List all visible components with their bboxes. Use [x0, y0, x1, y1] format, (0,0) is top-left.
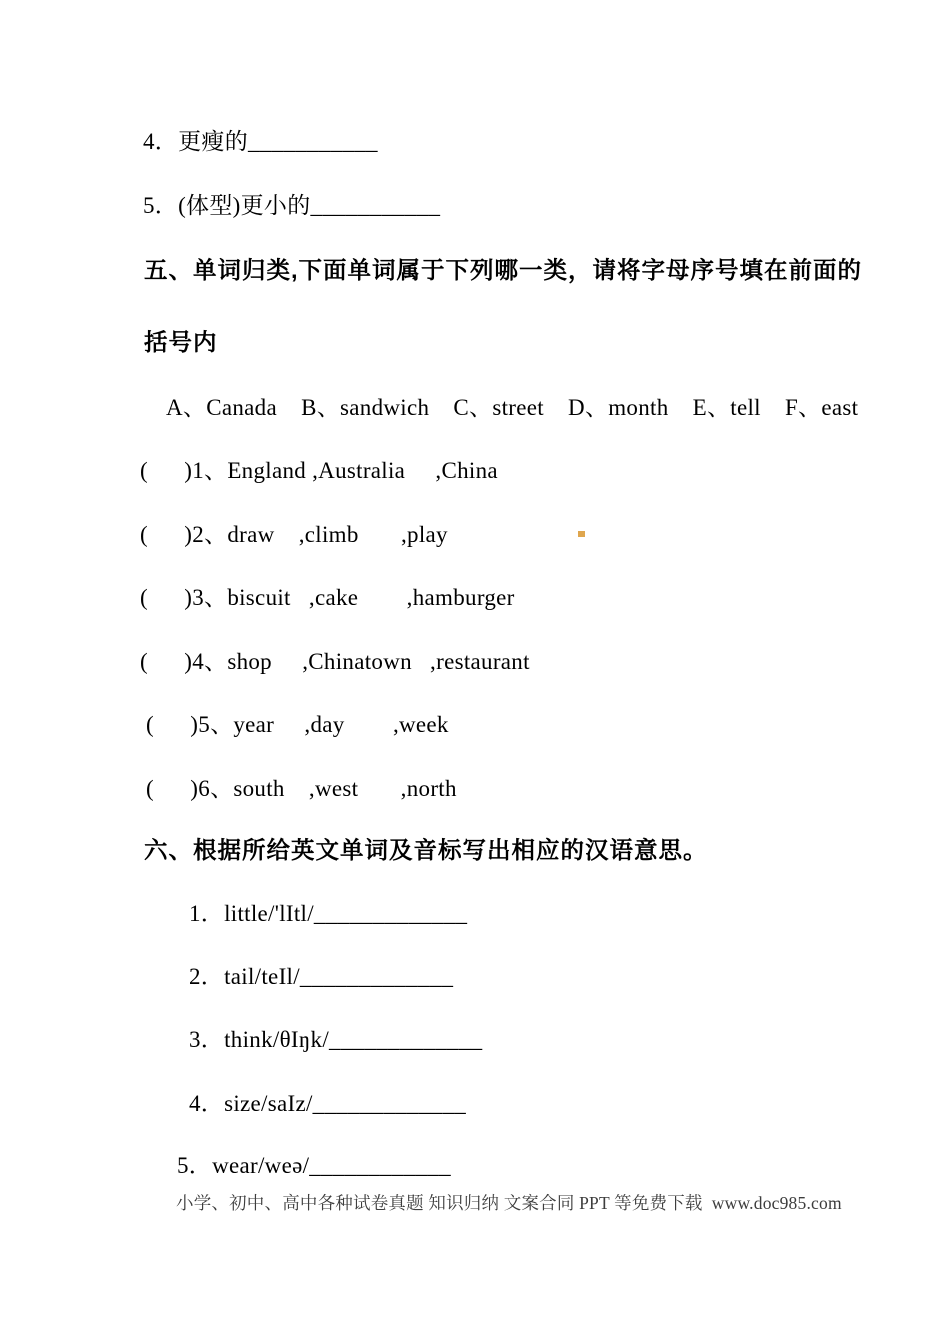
- phonetic-item-1: 1．little/'lItl/_____________: [189, 901, 468, 926]
- phonetic-item-4: 4．size/saIz/_____________: [189, 1091, 467, 1116]
- phonetic-item-3: 3．think/θIŋk/_____________: [189, 1027, 483, 1052]
- classify-row-6: ( )6、south ,west ,north: [140, 776, 457, 801]
- section5-heading-line1: 五、单词归类,下面单词属于下列哪一类，请将字母序号填在前面的: [144, 257, 863, 283]
- section5-heading-line2: 括号内: [144, 329, 218, 355]
- translation-blank-item-5: 5．(体型)更小的___________: [143, 193, 441, 218]
- translation-blank-item-4: 4．更瘦的___________: [143, 129, 378, 154]
- phonetic-item-5: 5．wear/weə/____________: [177, 1153, 451, 1178]
- classify-row-5: ( )5、year ,day ,week: [140, 712, 449, 737]
- download-site-footer: 小学、初中、高中各种试卷真题 知识归纳 文案合同 PPT 等免费下载 www.doc985.com: [176, 1193, 842, 1213]
- section5-word-bank: A、Canada B、sandwich C、street D、month E、tell F、east: [166, 395, 859, 420]
- classify-row-1: ( )1、England ,Australia ,China: [140, 458, 498, 483]
- classify-row-2: ( )2、draw ,climb ,play: [140, 522, 448, 547]
- section6-heading: 六、根据所给英文单词及音标写出相应的汉语意思。: [144, 837, 708, 863]
- stray-dot-artifact: [578, 531, 585, 537]
- classify-row-4: ( )4、shop ,Chinatown ,restaurant: [140, 649, 530, 674]
- phonetic-item-2: 2．tail/teIl/_____________: [189, 964, 454, 989]
- classify-row-3: ( )3、biscuit ,cake ,hamburger: [140, 585, 515, 610]
